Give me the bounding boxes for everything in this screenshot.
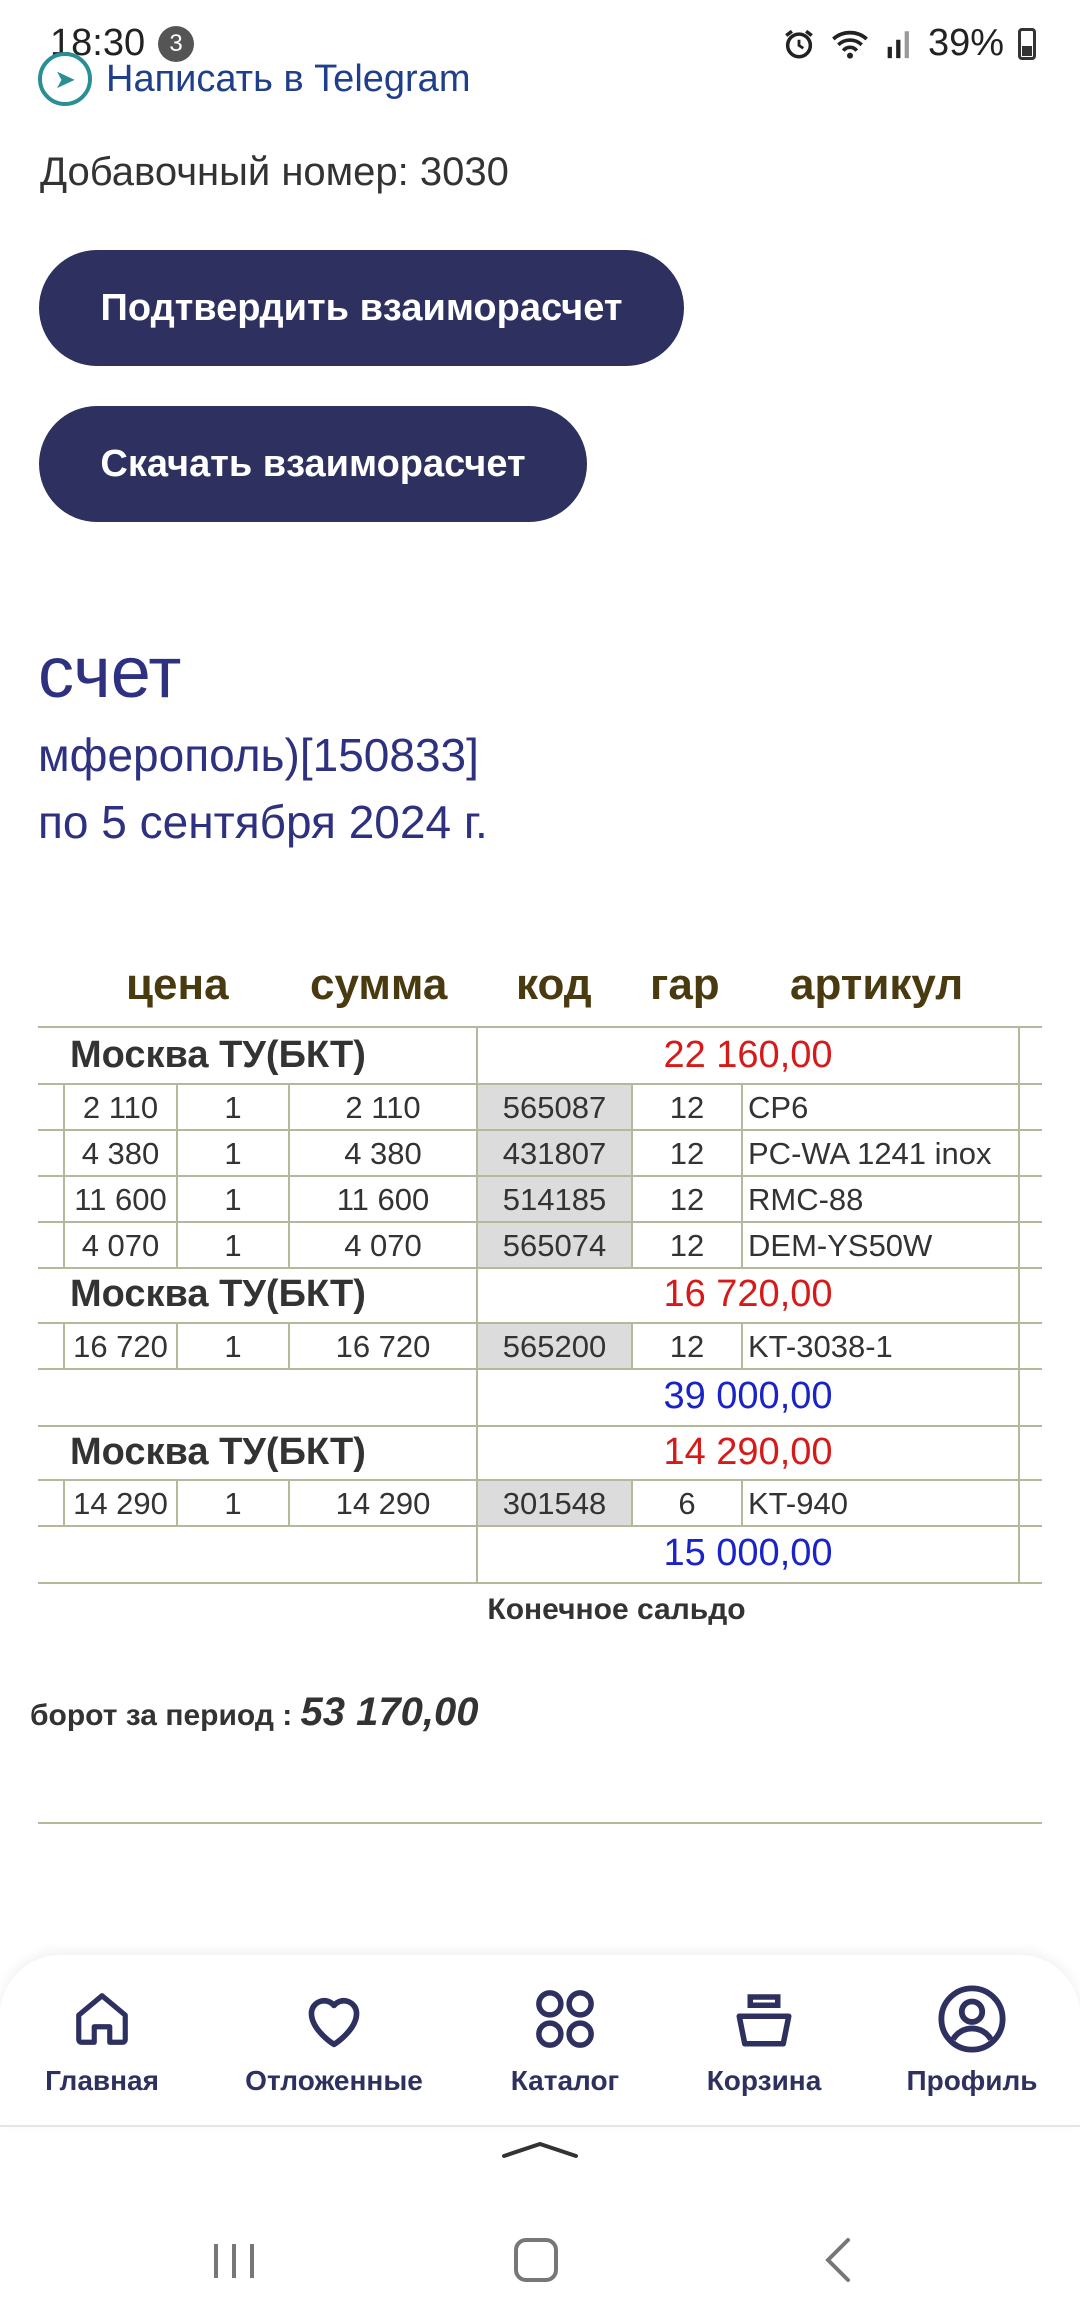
col-header-article: артикул [790,960,964,1009]
profile-icon [937,1984,1007,2054]
telegram-icon: ➤ [38,52,92,106]
cell-article: DEM-YS50W [748,1228,933,1263]
divider [38,1822,1042,1824]
cell-price: 2 110 [82,1090,159,1125]
cell-sum: 2 110 [345,1090,421,1125]
notification-badge: 3 [158,26,194,62]
nav-profile[interactable] [872,1977,1072,2097]
signal-icon [884,27,914,61]
cart-icon [731,1988,797,2050]
group-name: Москва ТУ(БКТ) [70,1034,366,1076]
back-icon[interactable] [818,2230,858,2290]
cell-warranty: 12 [669,1090,705,1125]
cell-code: 514185 [502,1182,607,1217]
recent-apps-icon[interactable] [210,2230,258,2290]
report-period: по 5 сентября 2024 г. [38,796,488,848]
cell-sum: 14 290 [335,1486,431,1521]
nav-catalog-label: Каталог [510,2065,620,2096]
status-icons [782,22,1036,65]
cell-warranty: 12 [669,1182,705,1217]
group-name: Москва ТУ(БКТ) [70,1273,366,1315]
group-name: Москва ТУ(БКТ) [70,1431,366,1473]
payment-amount: 15 000,00 [663,1532,833,1574]
col-header-price: цена [126,960,229,1009]
nav-cart[interactable] [664,1977,864,2097]
confirm-settlement-button[interactable]: Подтвердить взаиморасчет [39,250,684,366]
nav-profile-label: Профиль [906,2065,1038,2096]
cell-sum: 4 070 [344,1228,422,1263]
turnover-label: борот за период : [30,1699,301,1732]
nav-favorites-label: Отложенные [245,2065,423,2096]
cell-warranty: 12 [669,1329,705,1364]
expand-handle-icon[interactable] [500,2140,580,2160]
report-title: счет [38,633,182,713]
col-header-code: код [516,960,592,1009]
download-settlement-button[interactable]: Скачать взаиморасчет [39,406,587,522]
cell-price: 4 380 [81,1136,160,1171]
extension-number: Добавочный номер: 3030 [40,150,509,194]
nav-home-label: Главная [45,2065,159,2096]
col-header-sum: сумма [310,960,448,1009]
cell-sum: 11 600 [336,1182,430,1217]
nav-cart-label: Корзина [706,2065,822,2096]
cell-price: 14 290 [73,1486,168,1521]
cell-qty: 1 [224,1228,242,1263]
cell-code: 565200 [502,1329,607,1364]
status-time: 18:30 [50,22,146,64]
final-balance-label: Конечное сальдо [487,1593,746,1626]
telegram-link[interactable] [38,52,470,106]
cell-sum: 16 720 [335,1329,431,1364]
turnover [30,1690,478,1735]
cell-warranty: 12 [669,1136,705,1171]
home-button-icon[interactable] [508,2230,568,2290]
report-subtitle: мферополь)[150833] [38,729,479,781]
nav-home[interactable] [2,1977,202,2097]
cell-price: 11 600 [74,1182,167,1217]
cell-code: 565074 [502,1228,607,1263]
cell-qty: 1 [224,1329,242,1364]
home-icon [71,1988,133,2050]
alarm-icon [782,27,816,61]
cell-code: 565087 [502,1090,607,1125]
battery-percent: 39% [927,22,1004,64]
wifi-icon [830,27,870,61]
cell-price: 16 720 [73,1329,168,1364]
cell-article: CP6 [748,1090,809,1125]
cell-code: 431807 [502,1136,607,1171]
cell-qty: 1 [224,1486,242,1521]
group-total: 14 290,00 [663,1431,833,1473]
payment-amount: 39 000,00 [663,1375,833,1417]
battery-icon [1018,28,1036,60]
nav-catalog[interactable] [465,1977,665,2097]
cell-qty: 1 [224,1090,242,1125]
heart-icon [300,1988,368,2050]
telegram-label: Написать в Telegram [106,57,471,100]
cell-qty: 1 [224,1182,242,1217]
cell-article: KT-3038-1 [748,1329,893,1364]
cell-code: 301548 [502,1486,607,1521]
col-header-warranty: гар [650,960,720,1009]
group-total: 16 720,00 [663,1273,833,1315]
cell-warranty: 12 [669,1228,705,1263]
cell-article: KT-940 [748,1486,848,1521]
group-total: 22 160,00 [663,1034,833,1076]
cell-article: PC-WA 1241 inox [748,1136,992,1171]
nav-favorites[interactable] [234,1977,434,2097]
bottom-nav [0,1955,1080,2127]
turnover-value: 53 170,00 [300,1690,479,1734]
catalog-icon [532,1986,598,2052]
cell-sum: 4 380 [344,1136,422,1171]
cell-article: RMC-88 [748,1182,864,1217]
cell-price: 4 070 [81,1228,160,1263]
cell-warranty: 6 [678,1486,696,1521]
cell-qty: 1 [224,1136,242,1171]
